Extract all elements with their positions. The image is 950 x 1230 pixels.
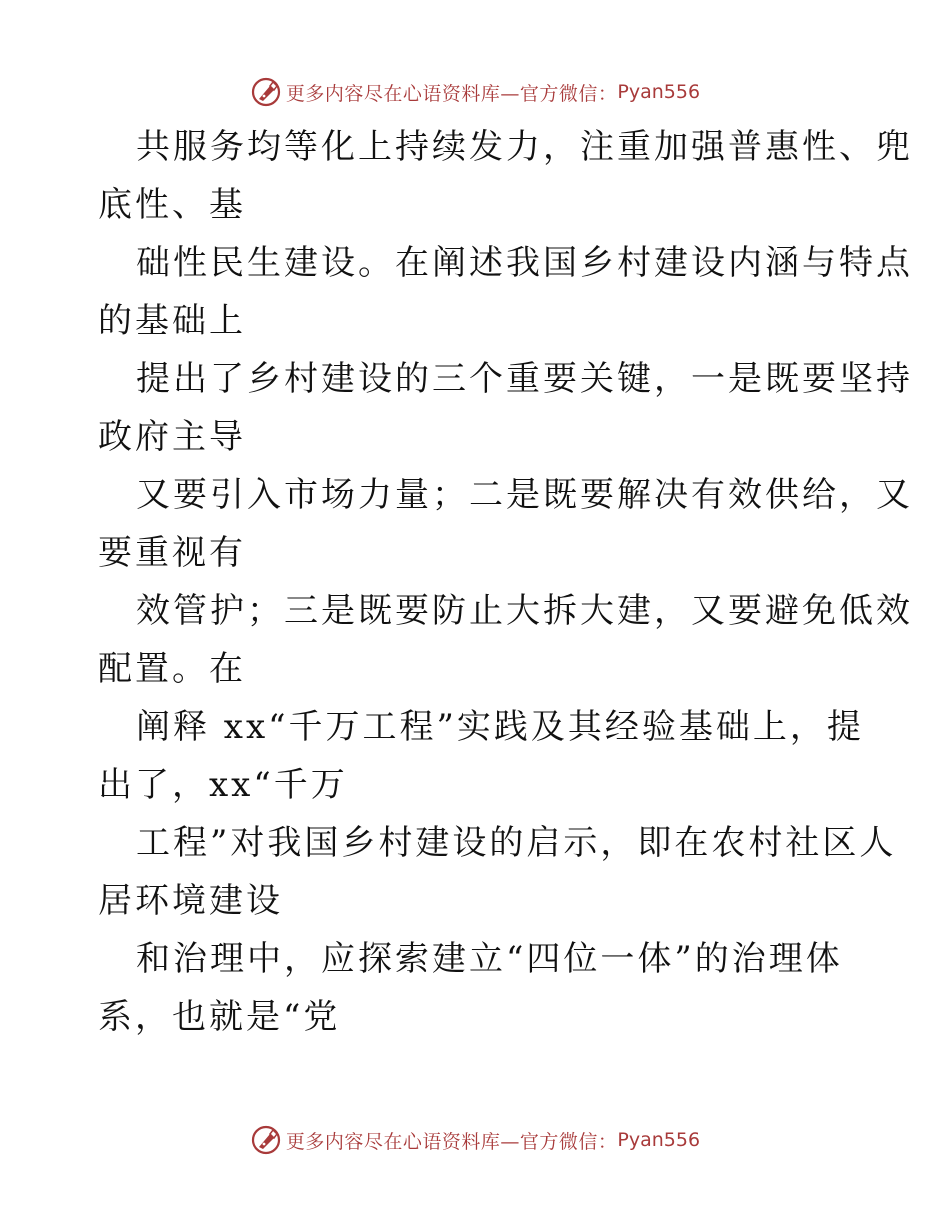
- text-line: 系，也就是“党: [98, 997, 341, 1037]
- text-line: 又要引入市场力量；二是既要解决有效供给，又: [136, 475, 913, 515]
- text-line: 政府主导: [98, 417, 246, 457]
- header-banner: [0, 72, 950, 112]
- text-line: 共服务均等化上持续发力，注重加强普惠性、兜: [136, 127, 913, 167]
- header-banner-text: 更多内容尽在心语资料库—官方微信：: [285, 82, 618, 105]
- pen-nib-logo-icon: [250, 76, 282, 108]
- document-body: [98, 118, 913, 1046]
- text-line: 效管护；三是既要防止大拆大建，又要避免低效: [136, 591, 913, 631]
- text-line: 阐释 xx“千万工程”实践及其经验基础上，提: [136, 707, 864, 747]
- text-line: 配置。在: [98, 649, 246, 689]
- pen-nib-logo-icon: [250, 1124, 282, 1156]
- text-line: 要重视有: [98, 533, 246, 573]
- footer-banner-text: 更多内容尽在心语资料库—官方微信：: [285, 1130, 618, 1153]
- footer-wechat-id: Pyan556: [617, 1129, 701, 1151]
- text-line: 工程”对我国乡村建设的启示，即在农村社区人: [136, 823, 897, 863]
- text-line: 础性民生建设。在阐述我国乡村建设内涵与特点: [136, 243, 913, 283]
- text-line: 和治理中，应探索建立“四位一体”的治理体: [136, 939, 843, 979]
- text-line: 提出了乡村建设的三个重要关键，一是既要坚持: [136, 359, 913, 399]
- footer-banner: [0, 1120, 950, 1160]
- header-wechat-id: Pyan556: [617, 81, 701, 103]
- text-line: 出了，xx“千万: [98, 765, 348, 805]
- text-line: 底性、基: [98, 185, 246, 225]
- text-line: 居环境建设: [98, 881, 283, 921]
- text-line: 的基础上: [98, 301, 246, 341]
